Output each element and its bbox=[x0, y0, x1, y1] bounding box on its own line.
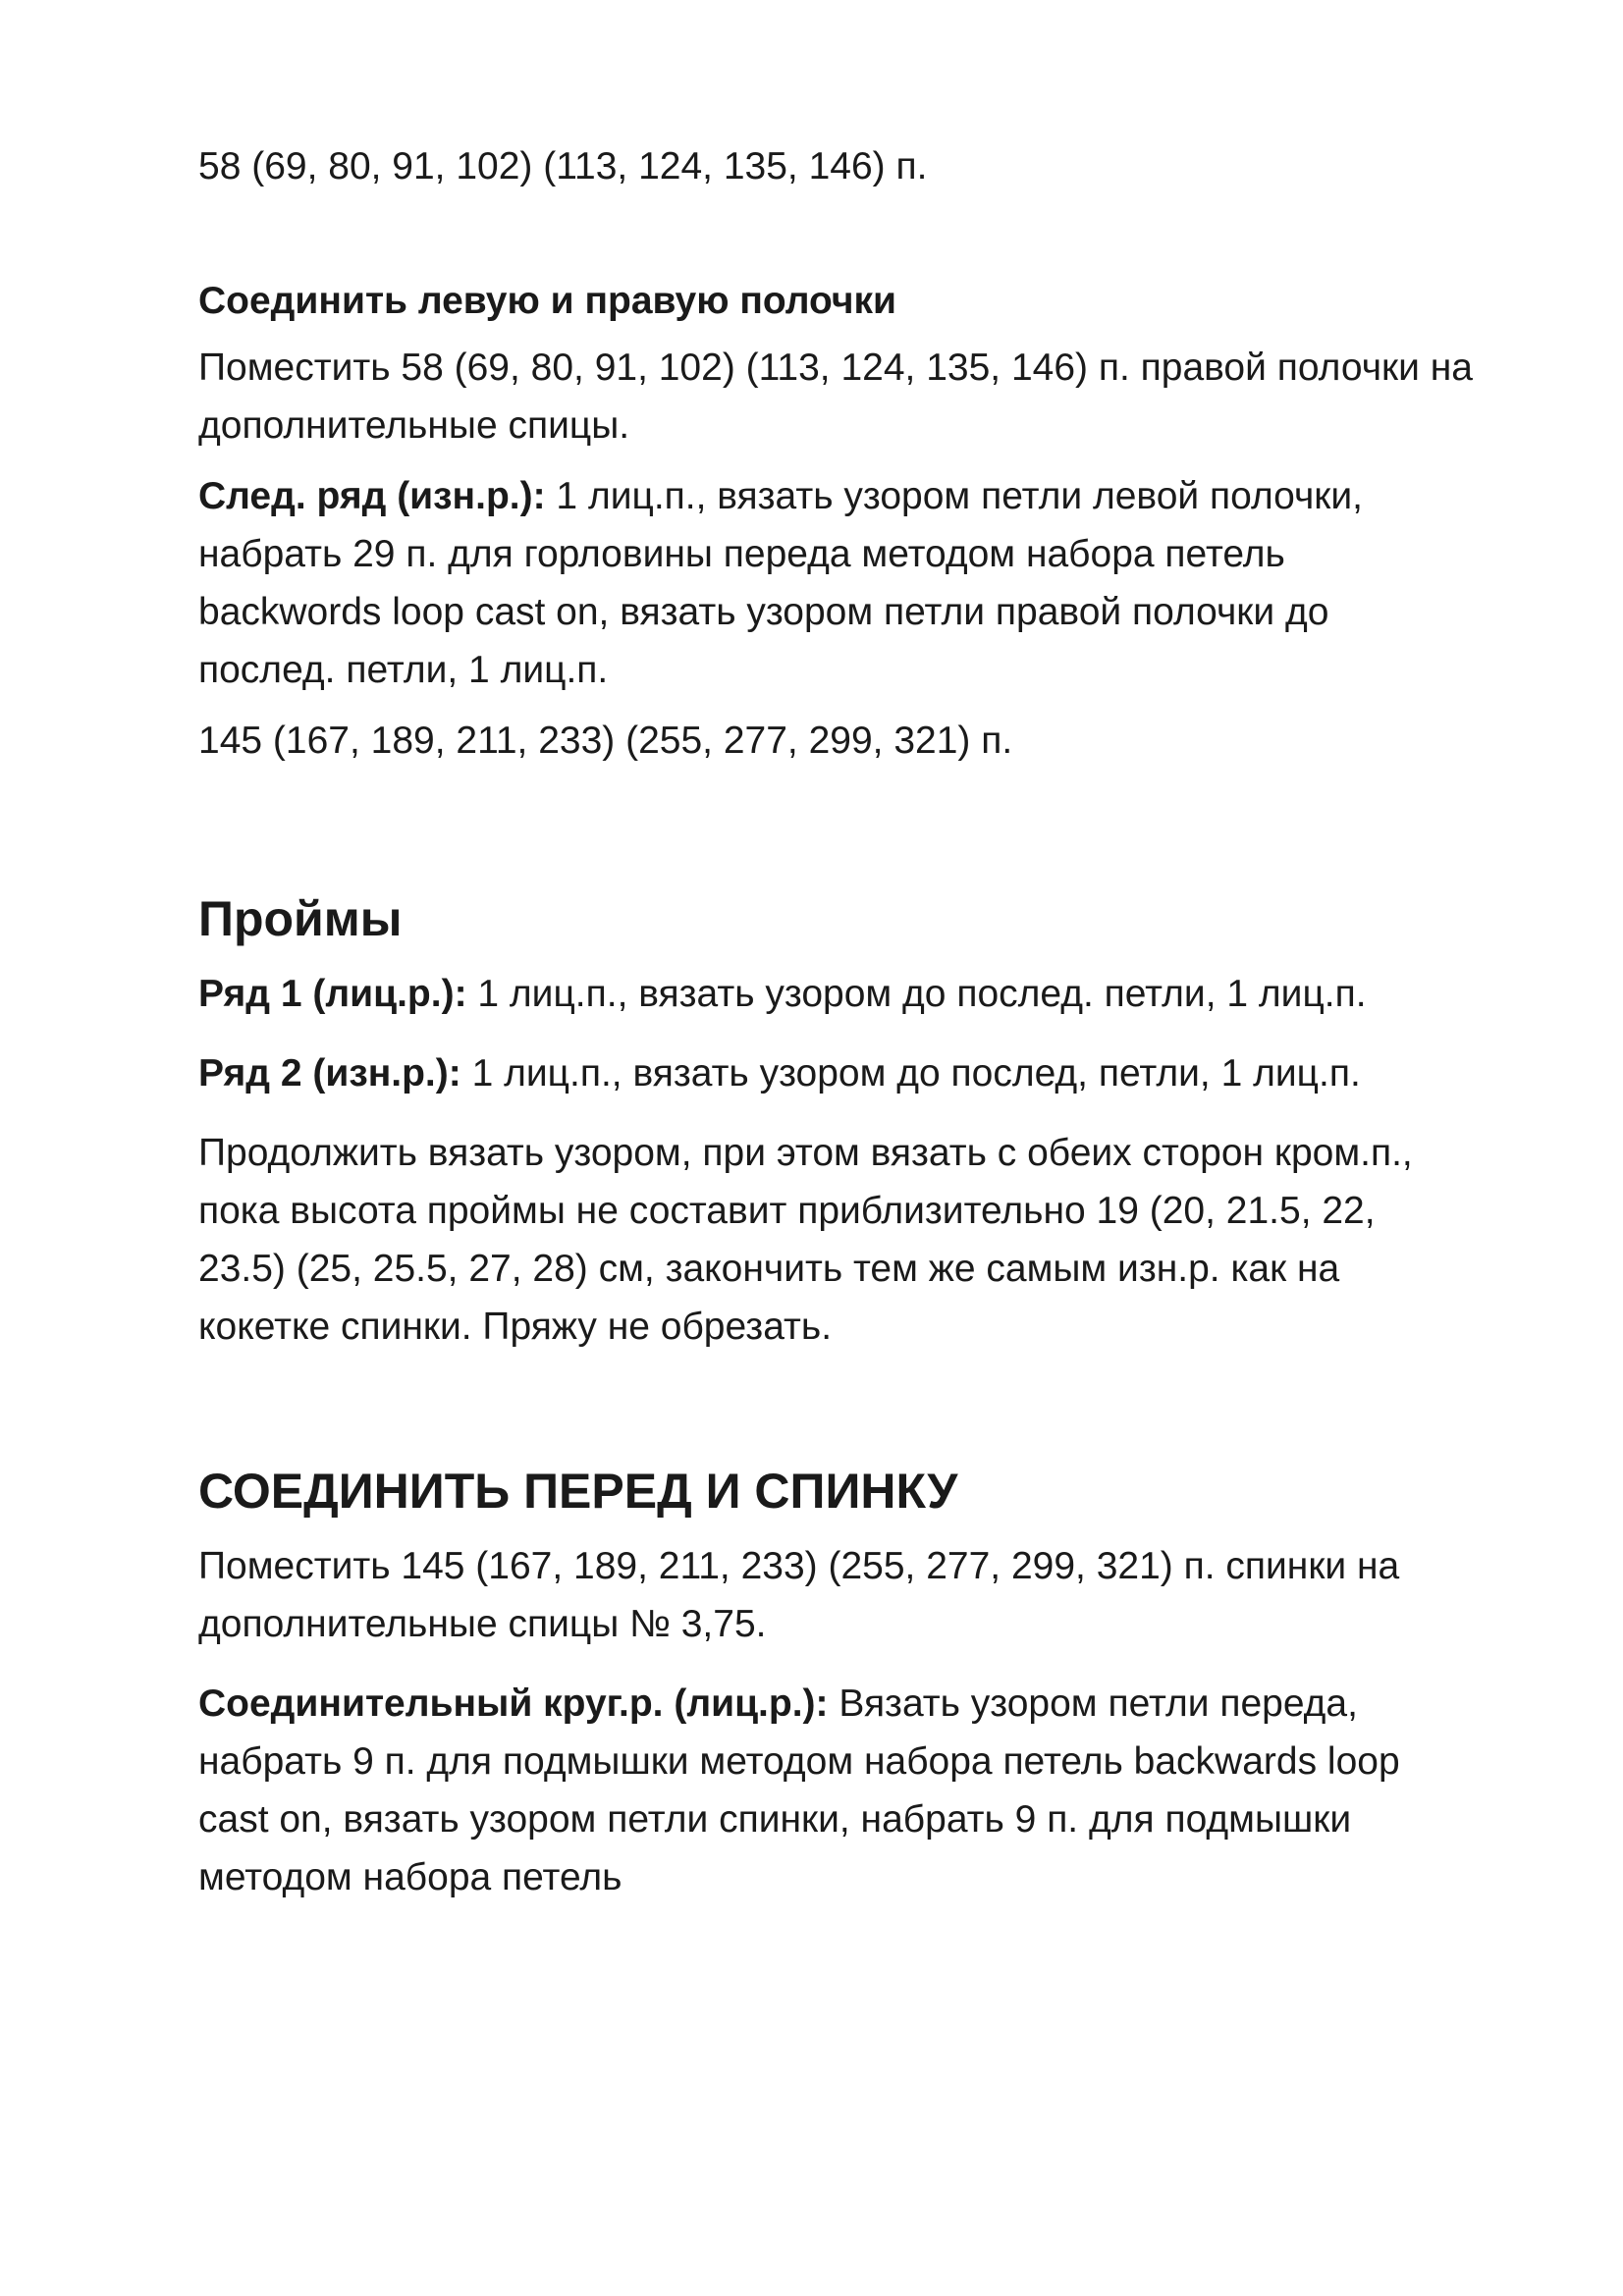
stitch-count-line bbox=[198, 137, 1475, 195]
armholes-row1-text: 1 лиц.п., вязать узором до послед. петли, 1 лиц.п. bbox=[466, 973, 1367, 1015]
join-fronts-place-text: Поместить 58 (69, 80, 91, 102) (113, 124, 135, 146) п. правой полочки на дополнительные спицы. bbox=[198, 347, 1473, 447]
armholes-row1-label: Ряд 1 (лиц.р.): bbox=[198, 973, 467, 1015]
joining-round-label: Соединительный круг.р. (лиц.р.): bbox=[198, 1682, 829, 1725]
document-page bbox=[198, 137, 1475, 1906]
join-fronts-stitch-count-text: 145 (167, 189, 211, 233) (255, 277, 299, 321) п. bbox=[198, 720, 1013, 762]
join-front-back-heading: СОЕДИНИТЬ ПЕРЕД И СПИНКУ bbox=[198, 1464, 958, 1519]
stitch-count-text: 58 (69, 80, 91, 102) (113, 124, 135, 146) п. bbox=[198, 145, 928, 187]
next-row-text: 1 лиц.п., вязать узором петли левой полочки, набрать 29 п. для горловины переда методом набора петель backwords loop cast on, вязать узором петли правой полочки до послед. петли, 1 лиц.п. bbox=[198, 475, 1363, 691]
next-row-label: След. ряд (изн.р.): bbox=[198, 475, 546, 517]
join-fronts-stitch-count bbox=[198, 712, 1475, 770]
armholes-heading: Проймы bbox=[198, 891, 403, 946]
armholes-row1-paragraph bbox=[198, 965, 1416, 1023]
armholes-row2-text: 1 лиц.п., вязать узором до послед, петли, 1 лиц.п. bbox=[460, 1052, 1361, 1095]
joining-round-text: Вязать узором петли переда, набрать 9 п. для подмышки методом набора петель backwards loop cast on, вязать узором петли спинки, набрать 9 п. для подмышки методом набора петель bbox=[198, 1682, 1400, 1898]
join-front-back-place-text: Поместить 145 (167, 189, 211, 233) (255, 277, 299, 321) п. спинки на дополнительные спицы № 3,75. bbox=[198, 1545, 1400, 1645]
join-front-back-place-paragraph bbox=[198, 1537, 1426, 1653]
armholes-row2-paragraph bbox=[198, 1044, 1416, 1102]
armholes-row2-label: Ряд 2 (изн.р.): bbox=[198, 1052, 461, 1095]
armholes-continue-paragraph bbox=[198, 1124, 1435, 1356]
joining-round-paragraph bbox=[198, 1675, 1435, 1906]
join-fronts-place-paragraph bbox=[198, 339, 1475, 454]
armholes-continue-text: Продолжить вязать узором, при этом вязать с обеих сторон кром.п., пока высота проймы не составит приблизительно 19 (20, 21.5, 22, 23.5) (25, 25.5, 27, 28) см, закончить тем же самым изн.р. как на кокетке спинки. Пряжу не обрезать. bbox=[198, 1132, 1413, 1348]
next-row-paragraph bbox=[198, 467, 1406, 699]
join-fronts-heading: Соединить левую и правую полочки bbox=[198, 280, 897, 322]
